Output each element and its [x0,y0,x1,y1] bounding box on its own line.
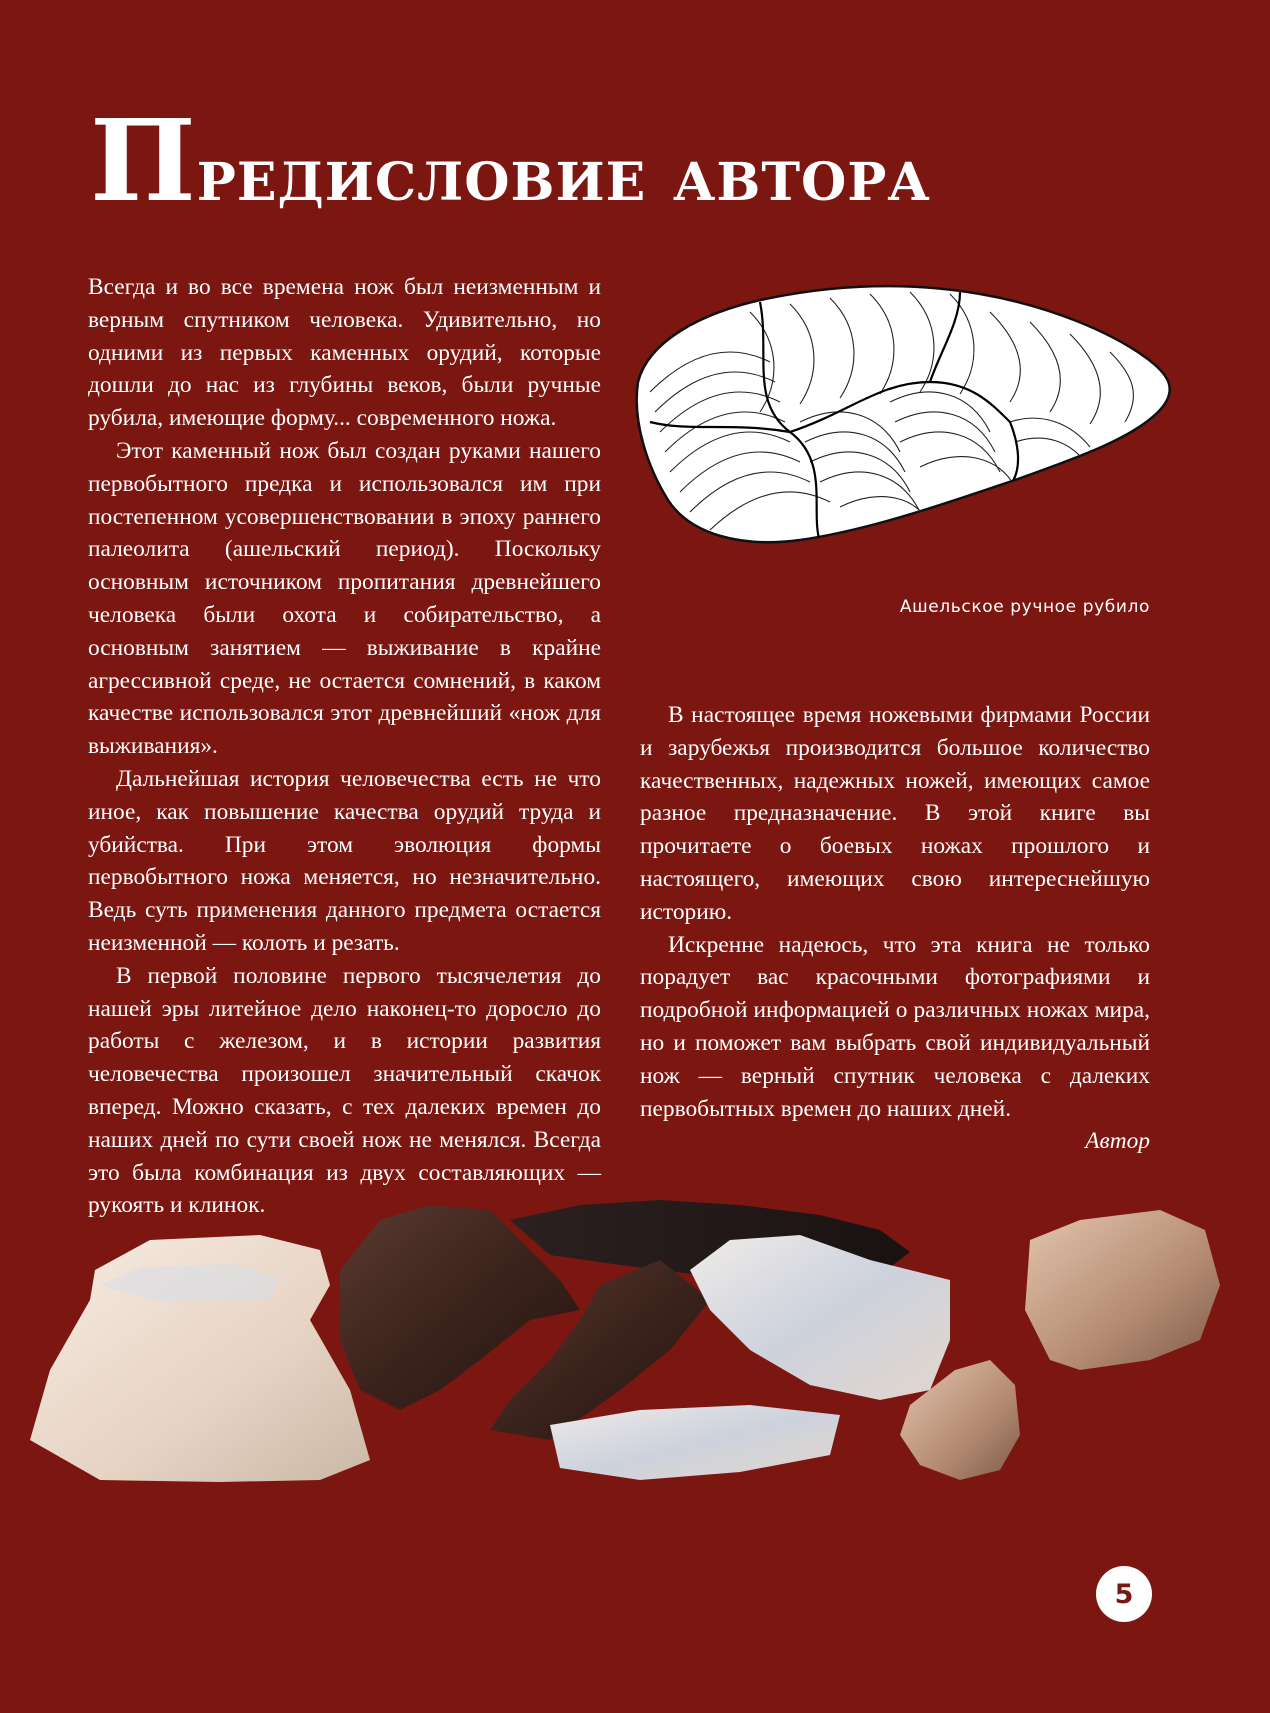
author-signature: Автор [1085,1128,1150,1154]
hand-axe-drawing [630,272,1190,572]
left-column [88,271,601,1222]
figure-caption: Ашельское ручное рубило [899,597,1150,617]
page-title [90,96,931,227]
paragraph: Этот каменный нож был создан руками нашего первобытного предка и использовался им при постепенном усовершенствовании в эпоху раннего палеолита (ашельский период). Поскольку основным источником пропитания древнейшего человека были охота и собирательство, а основным занятием — выживание в крайне агрессивной среде, не остается сомнений, в каком качестве использовался этот древнейший «нож для выживания». [88,437,601,760]
paragraph: В первой половине первого тысячелетия до нашей эры литейное дело наконец-то доросло до работы с железом, и в истории развития человечества произошел значительный скачок вперед. Можно сказать, с тех далеких времен до наших дней по сути своей нож не менялся. Всегда это была комбинация из двух составляющих — рукоять и клинок. [88,962,601,1219]
flint-stones-photo [20,1190,1250,1520]
paragraph: Всегда и во все времена нож был неизменным и верным спутником человека. Удивительно, но одними из первых каменных орудий, которые дошли до нас из глубины веков, были ручные рубила, имеющие форму... современного ножа. [88,274,601,432]
paragraph: В настоящее время ножевыми фирмами России и зарубежья производится большое количество качественных, надежных ножей, имеющих самое разное предназначение. В этой книге вы прочитаете о боевых ножах прошлого и настоящего, имеющих свою интереснейшую историю. [640,702,1150,925]
title-initial: П [90,96,197,227]
right-column [640,699,1150,1125]
paragraph: Искренне надеюсь, что эта книга не только порадует вас красочными фотографиями и подробной информацией о различных ножах мира, но и поможет вам выбрать свой индивидуальный нож — верный спутник человека с далеких первобытных времен до наших дней. [640,931,1150,1122]
paragraph: Дальнейшая история человечества есть не что иное, как повышение качества орудий труда и убийства. При этом эволюция формы первобытного ножа меняется, но незначительно. Ведь суть применения данного предмета остается неизменной — колоть и резать. [88,765,601,956]
page-number-badge: 5 [1096,1566,1152,1622]
title-rest: редисловие автора [196,132,931,218]
